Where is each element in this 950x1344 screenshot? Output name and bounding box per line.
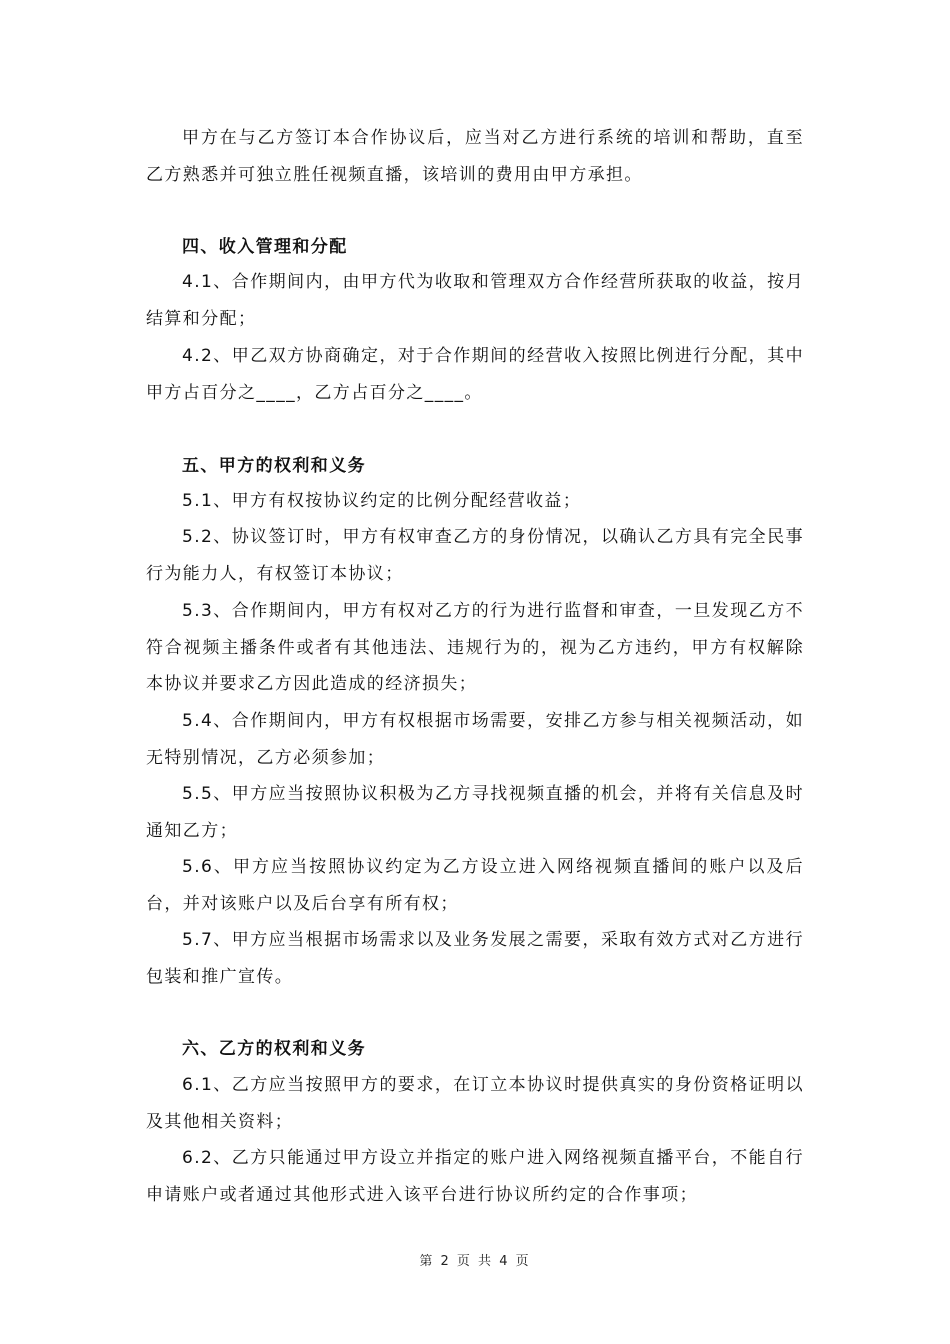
clause-4-1: 4.1、合作期间内，由甲方代为收取和管理双方合作经营所获取的收益，按月结算和分配；	[146, 272, 804, 329]
clause-5-3: 5.3、合作期间内，甲方有权对乙方的行为进行监督和审查，一旦发现乙方不符合视频主播条件或者有其他违法、违规行为的，视为乙方违约，甲方有权解除本协议并要求乙方因此造成的经济损失；	[146, 601, 804, 694]
clause-5-2: 5.2、协议签订时，甲方有权审查乙方的身份情况，以确认乙方具有完全民事行为能力人，有权签订本协议；	[146, 527, 804, 584]
clause-5-7: 5.7、甲方应当根据市场需求以及业务发展之需要，采取有效方式对乙方进行包装和推广宣传。	[146, 930, 804, 987]
clause-4-2: 4.2、甲乙双方协商确定，对于合作期间的经营收入按照比例进行分配，其中甲方占百分之____，乙方占百分之____。	[146, 346, 804, 403]
section-6-heading: 六、乙方的权利和义务	[182, 1039, 366, 1059]
clause-5-4: 5.4、合作期间内，甲方有权根据市场需要，安排乙方参与相关视频活动，如无特别情况，乙方必须参加；	[146, 711, 804, 768]
clause-5-1: 5.1、甲方有权按协议约定的比例分配经营收益；	[182, 491, 582, 511]
clause-5-5: 5.5、甲方应当按照协议积极为乙方寻找视频直播的机会，并将有关信息及时通知乙方；	[146, 784, 804, 841]
section-4-heading: 四、收入管理和分配	[182, 237, 348, 257]
page-footer: 第 2 页 共 4 页	[419, 1254, 531, 1269]
section-5-heading: 五、甲方的权利和义务	[182, 456, 366, 476]
intro-paragraph: 甲方在与乙方签订本合作协议后，应当对乙方进行系统的培训和帮助，直至乙方熟悉并可独立胜任视频直播，该培训的费用由甲方承担。	[146, 128, 804, 185]
clause-5-6: 5.6、甲方应当按照协议约定为乙方设立进入网络视频直播间的账户以及后台，并对该账户以及后台享有所有权；	[146, 857, 804, 914]
clause-6-1: 6.1、乙方应当按照甲方的要求，在订立本协议时提供真实的身份资格证明以及其他相关资料；	[146, 1075, 804, 1132]
clause-6-2: 6.2、乙方只能通过甲方设立并指定的账户进入网络视频直播平台，不能自行申请账户或者通过其他形式进入该平台进行协议所约定的合作事项；	[146, 1148, 804, 1205]
